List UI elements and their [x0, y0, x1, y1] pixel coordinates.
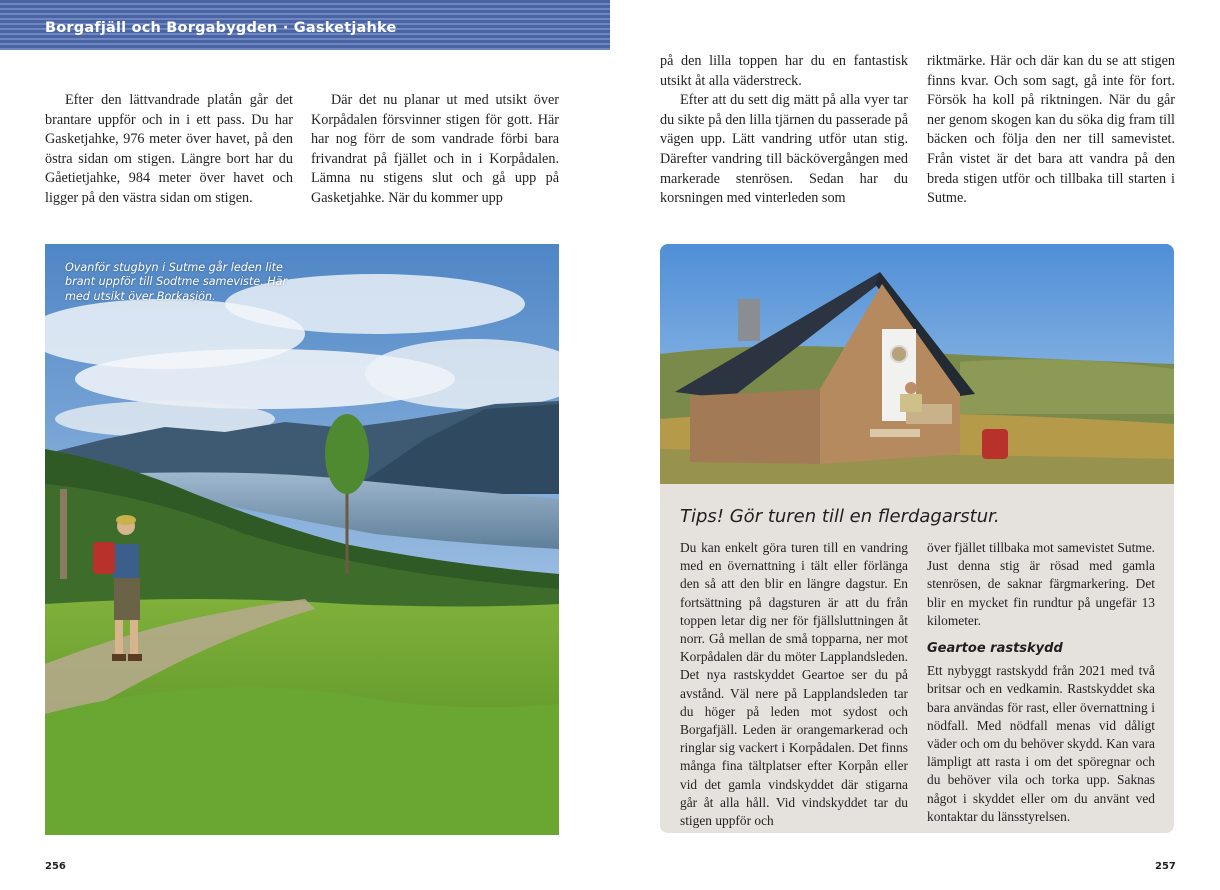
- paragraph: Du kan enkelt göra turen till en vandring med en övernattning i tält eller förlänga den så att den blir en längre dagstur. En fortsättning på dagsturen är att du från toppen letar dig ner för fjällsluttningen åt norr. Gå mellan de små topparna, ner mot Korpådalen där du möter Lapplandsleden. Det nya rastskyddet Geartoe ser du på avstånd. Väl nere på Lapplandsleden tar du höger på leden mot sydost och Borgafjäll. Leden är orangemarkerad och ringlar sig vackert i Korpådalen. Det finns många fina tältplatser efter Korpån eller vid det gamla vindskyddet där stigarna går åt alla håll. Vid vindskyddet tar du stigen uppför och: [680, 540, 908, 829]
- right-page: [610, 0, 1220, 890]
- photo-caption: Ovanför stugbyn i Sutme går leden lite brant uppför till Sodtme sameviste. Här med utsikt över Borkasjön.: [65, 261, 288, 303]
- tips-box: [660, 244, 1174, 833]
- paragraph: Efter att du sett dig mätt på alla vyer tar du sikte på den lilla tjärnen du passerade på vägen upp. Lätt vandring utför utan stig. Därefter vandring till bäckövergången med markerade stenrösen. Sedan har du korsningen med vinterleden som: [660, 92, 908, 207]
- hiker-lake-photo: [45, 244, 559, 835]
- cabin-photo: [660, 244, 1174, 484]
- tips-title: Tips! Gör turen till en flerdagarstur.: [680, 506, 1000, 527]
- paragraph: på den lilla toppen har du en fantastisk utsikt åt alla väderstreck.: [660, 53, 908, 89]
- right-text-column-1: [660, 52, 908, 209]
- tips-column-2: [927, 539, 1155, 826]
- left-text-column-1: [45, 91, 293, 209]
- page-number: 256: [45, 861, 66, 872]
- paragraph: över fjället tillbaka mot samevistet Sutme. Just denna stig är rösad med gamla stenrösen, de saknar färgmarkering. Det blir en mycket fin rundtur på ungefär 13 kilometer.: [927, 540, 1155, 628]
- left-text-column-2: [311, 91, 559, 209]
- right-text-column-2: [927, 52, 1175, 209]
- paragraph: Efter den lättvandrade platån går det brantare uppför och in i ett pass. Du har Gasketjahke, 976 meter över havet, på den östra sidan om stigen. Längre bort har du Gåetietjahke, 984 meter över havet och ligger på den västra sidan om stigen.: [45, 92, 293, 206]
- chapter-header-title: Borgafjäll och Borgabygden · Gasketjahke: [45, 20, 397, 36]
- paragraph: Ett nybyggt rastskydd från 2021 med två britsar och en vedkamin. Rastskyddet ska bara användas för rast, eller övernattning i nödfall. Med nödfall menas vid dåligt väder och om du behöver skydd. Kan vara lämpligt att rasta i om det spöregnar och du behöver vila och torka upp. Saknas något i skyddet eller om du använt ved kontaktar du länsstyrelsen.: [927, 663, 1155, 824]
- subheading: Geartoe rastskydd: [927, 641, 1063, 657]
- paragraph: riktmärke. Här och där kan du se att stigen finns kvar. Och som sagt, gå inte för fort. Försök ha koll på riktningen. När du går ner genom skogen kan du söka dig fram till bäcken och följa den ner till samevistet. Från vistet är det bara att vandra på den breda stigen utför och tillbaka till starten i Sutme.: [927, 53, 1175, 207]
- tips-column-1: [680, 539, 908, 830]
- paragraph: Där det nu planar ut med utsikt över Korpådalen försvinner stigen för gott. Här har nog förr de som vandrade förbi bara frivandrat på fjället och in i Korpådalen. Lämna nu stigens slut och gå upp på Gasketjahke. När du kommer upp: [311, 92, 559, 206]
- chapter-header-band: [0, 0, 610, 50]
- page-number: 257: [1155, 861, 1176, 872]
